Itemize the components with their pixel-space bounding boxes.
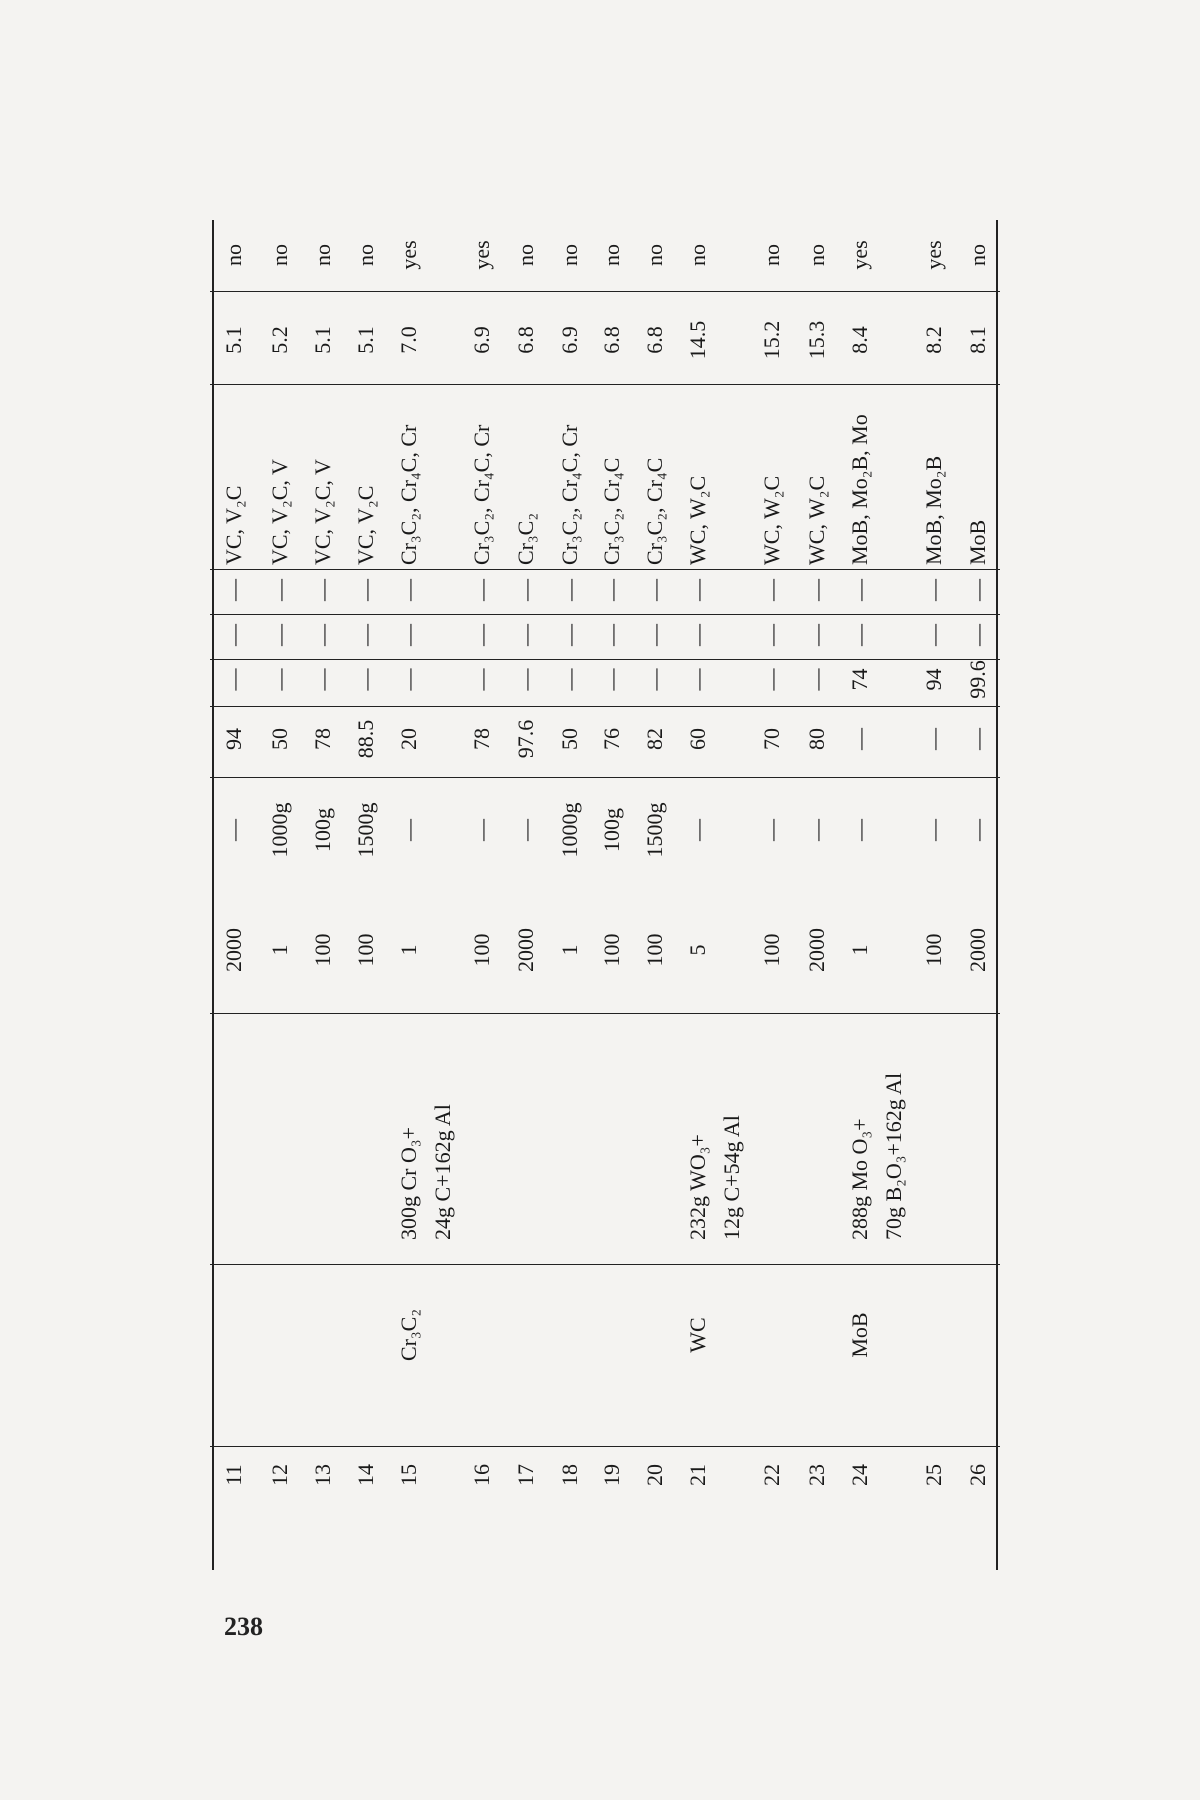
cell-c2: — bbox=[685, 668, 710, 691]
cell-result: yes bbox=[396, 240, 421, 270]
cell-c1: 50 bbox=[557, 728, 582, 750]
cell-c4: — bbox=[965, 579, 990, 601]
charge-line: 288g Mo O₃+ bbox=[847, 1118, 872, 1240]
cell-no: 18 bbox=[557, 1464, 582, 1486]
cell-c1: 88.5 bbox=[353, 719, 378, 759]
column-rule bbox=[210, 1264, 1000, 1265]
cell-phases: Cr₃C₂, Cr₄C bbox=[599, 457, 624, 565]
cell-c3: — bbox=[804, 624, 829, 646]
column-rule bbox=[210, 659, 1000, 660]
cell-c2: 99.6 bbox=[965, 660, 990, 699]
cell-value: 5.2 bbox=[267, 326, 292, 354]
cell-c1: 76 bbox=[599, 728, 624, 750]
cell-amount: — bbox=[685, 819, 710, 841]
cell-no: 13 bbox=[310, 1464, 335, 1486]
cell-pressure: 100 bbox=[353, 933, 378, 967]
cell-no: 23 bbox=[804, 1464, 829, 1486]
cell-c2: — bbox=[804, 668, 829, 691]
cell-amount: 100g bbox=[310, 808, 335, 852]
cell-c4: — bbox=[642, 579, 667, 601]
cell-c3: — bbox=[847, 624, 872, 646]
cell-value: 8.1 bbox=[965, 326, 990, 354]
cell-c3: — bbox=[642, 624, 667, 646]
cell-c2: — bbox=[267, 668, 292, 691]
cell-pressure: 2000 bbox=[221, 928, 246, 972]
cell-result: no bbox=[642, 244, 667, 266]
cell-c2: — bbox=[469, 668, 494, 691]
cell-value: 7.0 bbox=[396, 326, 421, 354]
cell-amount: 100g bbox=[599, 808, 624, 852]
cell-amount: — bbox=[396, 819, 421, 841]
cell-c4: — bbox=[599, 579, 624, 601]
cell-c1: 70 bbox=[759, 728, 784, 750]
cell-no: 26 bbox=[965, 1464, 990, 1486]
cell-phases: MoB, Mo₂B, Mo bbox=[847, 414, 872, 565]
cell-phases: Cr₃C₂, Cr₄C, Cr bbox=[469, 424, 494, 565]
cell-amount: — bbox=[804, 819, 829, 841]
cell-result: no bbox=[557, 244, 582, 266]
table-bottom-rule bbox=[996, 220, 998, 1570]
cell-c4: — bbox=[685, 579, 710, 601]
cell-c1: 20 bbox=[396, 728, 421, 750]
cell-pressure: 2000 bbox=[804, 928, 829, 972]
cell-pressure: 5 bbox=[685, 944, 710, 956]
cell-c4: — bbox=[310, 579, 335, 601]
cell-amount: — bbox=[759, 819, 784, 841]
cell-amount: 1500g bbox=[642, 802, 667, 858]
cell-c2: — bbox=[353, 668, 378, 691]
cell-c1: 78 bbox=[310, 728, 335, 750]
cell-c3: — bbox=[221, 624, 246, 646]
cell-no: 25 bbox=[921, 1464, 946, 1486]
column-rule bbox=[210, 569, 1000, 570]
cell-c4: — bbox=[804, 579, 829, 601]
cell-c4: — bbox=[921, 579, 946, 601]
cell-result: no bbox=[221, 244, 246, 266]
cell-c3: — bbox=[599, 624, 624, 646]
cell-product: WC bbox=[685, 1317, 710, 1353]
column-rule bbox=[210, 384, 1000, 385]
cell-amount: 1000g bbox=[557, 802, 582, 858]
cell-product: MoB bbox=[847, 1312, 872, 1358]
cell-c3: — bbox=[557, 624, 582, 646]
cell-value: 6.8 bbox=[513, 326, 538, 354]
cell-c2: — bbox=[396, 668, 421, 691]
cell-c4: — bbox=[267, 579, 292, 601]
cell-c2: — bbox=[642, 668, 667, 691]
rotated-table-page bbox=[210, 220, 1000, 1570]
cell-value: 8.2 bbox=[921, 326, 946, 354]
cell-no: 16 bbox=[469, 1464, 494, 1486]
cell-c2: — bbox=[310, 668, 335, 691]
cell-c4: — bbox=[513, 579, 538, 601]
cell-c1: 97.6 bbox=[513, 719, 538, 759]
cell-c1: 78 bbox=[469, 728, 494, 750]
cell-phases: MoB, Mo₂B bbox=[921, 455, 946, 565]
cell-value: 6.8 bbox=[599, 326, 624, 354]
cell-value: 5.1 bbox=[221, 326, 246, 354]
cell-no: 24 bbox=[847, 1464, 872, 1486]
cell-phases: MoB bbox=[965, 519, 990, 565]
cell-c2: — bbox=[557, 668, 582, 691]
cell-value: 14.5 bbox=[685, 320, 710, 360]
cell-result: yes bbox=[847, 240, 872, 270]
cell-c3: — bbox=[267, 624, 292, 646]
cell-c3: — bbox=[921, 624, 946, 646]
cell-c2: — bbox=[221, 668, 246, 691]
cell-c1: 60 bbox=[685, 728, 710, 750]
cell-phases: WC, W₂C bbox=[685, 475, 710, 565]
cell-phases: VC, V₂C, V bbox=[267, 459, 292, 565]
charge-line: 70g B₂O₃+162g Al bbox=[881, 1072, 906, 1240]
cell-c3: — bbox=[353, 624, 378, 646]
cell-no: 20 bbox=[642, 1464, 667, 1486]
cell-c1: 94 bbox=[221, 728, 246, 750]
column-rule bbox=[210, 706, 1000, 707]
cell-no: 22 bbox=[759, 1464, 784, 1486]
cell-result: no bbox=[599, 244, 624, 266]
cell-phases: Cr₃C₂, Cr₄C, Cr bbox=[557, 424, 582, 565]
cell-pressure: 100 bbox=[310, 933, 335, 967]
cell-c4: — bbox=[469, 579, 494, 601]
cell-c1: 50 bbox=[267, 728, 292, 750]
cell-c2: — bbox=[599, 668, 624, 691]
cell-c3: — bbox=[759, 624, 784, 646]
cell-value: 8.4 bbox=[847, 326, 872, 354]
cell-pressure: 1 bbox=[847, 944, 872, 956]
cell-c4: — bbox=[847, 579, 872, 601]
cell-result: no bbox=[965, 244, 990, 266]
cell-product: Cr₃C₂ bbox=[396, 1309, 421, 1362]
charge-line: 300g Cr O₃+ bbox=[396, 1127, 421, 1240]
cell-c4: — bbox=[759, 579, 784, 601]
cell-c4: — bbox=[557, 579, 582, 601]
cell-amount: — bbox=[469, 819, 494, 841]
cell-value: 6.9 bbox=[557, 326, 582, 354]
column-rule bbox=[210, 777, 1000, 778]
cell-c4: — bbox=[221, 579, 246, 601]
cell-result: yes bbox=[469, 240, 494, 270]
cell-phases: VC, V₂C, V bbox=[310, 459, 335, 565]
cell-pressure: 100 bbox=[921, 933, 946, 967]
cell-pressure: 100 bbox=[642, 933, 667, 967]
cell-amount: — bbox=[965, 819, 990, 841]
column-rule bbox=[210, 291, 1000, 292]
cell-no: 17 bbox=[513, 1464, 538, 1486]
cell-result: no bbox=[267, 244, 292, 266]
cell-pressure: 1 bbox=[267, 944, 292, 956]
cell-c2: 74 bbox=[847, 668, 872, 691]
cell-pressure: 100 bbox=[599, 933, 624, 967]
cell-phases: VC, V₂C bbox=[353, 485, 378, 565]
cell-no: 15 bbox=[396, 1464, 421, 1486]
column-rule bbox=[210, 614, 1000, 615]
cell-c3: — bbox=[310, 624, 335, 646]
cell-phases: VC, V₂C bbox=[221, 485, 246, 565]
cell-c2: 94 bbox=[921, 668, 946, 691]
cell-no: 11 bbox=[221, 1464, 246, 1486]
page-number: 238 bbox=[224, 1612, 263, 1641]
cell-no: 21 bbox=[685, 1464, 710, 1486]
cell-no: 12 bbox=[267, 1464, 292, 1486]
cell-pressure: 100 bbox=[469, 933, 494, 967]
cell-value: 5.1 bbox=[310, 326, 335, 354]
cell-amount: — bbox=[847, 819, 872, 841]
cell-phases: Cr₃C₂, Cr₄C, Cr bbox=[396, 424, 421, 565]
cell-c3: — bbox=[396, 624, 421, 646]
cell-amount: 1000g bbox=[267, 802, 292, 858]
cell-pressure: 2000 bbox=[513, 928, 538, 972]
cell-amount: — bbox=[513, 819, 538, 841]
charge-line: 232g WO₃+ bbox=[685, 1134, 710, 1240]
cell-result: no bbox=[804, 244, 829, 266]
cell-c1: — bbox=[965, 728, 990, 750]
cell-phases: Cr₃C₂ bbox=[513, 512, 538, 565]
cell-amount: — bbox=[221, 819, 246, 841]
table-top-rule bbox=[212, 220, 214, 1570]
cell-c1: — bbox=[847, 728, 872, 750]
cell-pressure: 1 bbox=[557, 944, 582, 956]
cell-phases: WC, W₂C bbox=[804, 475, 829, 565]
cell-pressure: 2000 bbox=[965, 928, 990, 972]
charge-line: 12g C+54g Al bbox=[719, 1115, 744, 1240]
cell-no: 19 bbox=[599, 1464, 624, 1486]
cell-c3: — bbox=[513, 624, 538, 646]
cell-amount: 1500g bbox=[353, 802, 378, 858]
cell-pressure: 1 bbox=[396, 944, 421, 956]
cell-amount: — bbox=[921, 819, 946, 841]
cell-c4: — bbox=[353, 579, 378, 601]
cell-result: no bbox=[685, 244, 710, 266]
cell-c3: — bbox=[965, 624, 990, 646]
cell-c1: 80 bbox=[804, 728, 829, 750]
cell-c4: — bbox=[396, 579, 421, 601]
cell-result: no bbox=[759, 244, 784, 266]
cell-phases: WC, W₂C bbox=[759, 475, 784, 565]
charge-line: 24g C+162g Al bbox=[430, 1104, 455, 1240]
cell-c2: — bbox=[759, 668, 784, 691]
cell-phases: Cr₃C₂, Cr₄C bbox=[642, 457, 667, 565]
cell-value: 5.1 bbox=[353, 326, 378, 354]
cell-pressure: 100 bbox=[759, 933, 784, 967]
cell-c1: 82 bbox=[642, 728, 667, 750]
cell-result: no bbox=[353, 244, 378, 266]
cell-result: no bbox=[513, 244, 538, 266]
cell-value: 6.9 bbox=[469, 326, 494, 354]
cell-value: 6.8 bbox=[642, 326, 667, 354]
cell-c3: — bbox=[685, 624, 710, 646]
cell-value: 15.3 bbox=[804, 320, 829, 360]
cell-value: 15.2 bbox=[759, 320, 784, 360]
column-rule bbox=[210, 1446, 1000, 1447]
cell-result: no bbox=[310, 244, 335, 266]
column-rule bbox=[210, 1013, 1000, 1014]
cell-c3: — bbox=[469, 624, 494, 646]
cell-no: 14 bbox=[353, 1464, 378, 1486]
cell-c1: — bbox=[921, 728, 946, 750]
cell-result: yes bbox=[921, 240, 946, 270]
cell-c2: — bbox=[513, 668, 538, 691]
